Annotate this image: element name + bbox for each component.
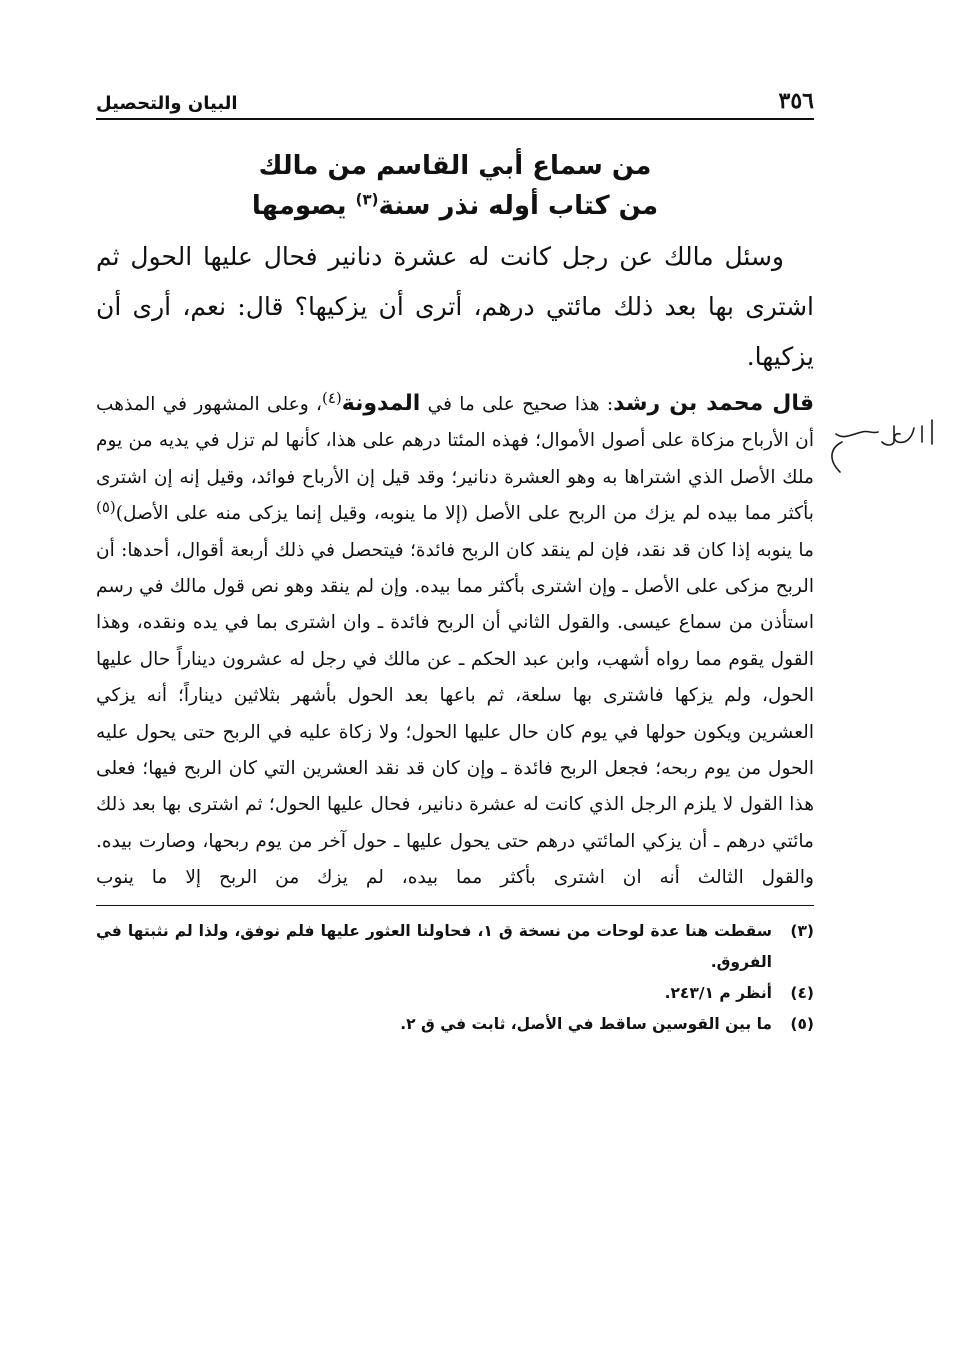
footnote-3 [96,916,814,978]
footnote-text: ما بين القوسين ساقط في الأصل، ثابت في ق ٢. [400,1014,772,1033]
heading-line-2 [96,186,814,226]
heading-line-1: من سماع أبي القاسم من مالك [258,151,652,181]
running-head [96,78,814,120]
book-page [96,78,814,1278]
footnote-text: أنظر م ٢٤٣/١. [664,983,772,1002]
footnotes [96,916,814,1040]
heading-line-2-start: من كتاب أوله نذر سنة [378,191,659,221]
commentary-text-a: : هذا صحيح على ما في [420,394,614,415]
footnote-number: (٣) [790,921,814,940]
heading-line-2-end: يصومها [251,191,347,221]
footnote-ref-3: (٣) [355,190,379,209]
footnote-ref-4: (٤) [321,388,342,407]
footnote-text: سقطت هنا عدة لوحات من نسخة ق ١، فحاولنا العثور عليها فلم نوفق، ولذا لم نثبتها في الفروق. [96,921,773,971]
footnote-5 [96,1009,814,1040]
footnote-ref-5: (٥) [96,498,116,517]
footnote-number: (٤) [790,983,814,1002]
commentary-paragraph [96,386,814,897]
source-name: المدونة [341,391,421,416]
page-number: ٣٥٦ [778,88,814,114]
footnote-separator [96,905,814,906]
footnote-number: (٥) [790,1014,814,1033]
commentary-text-c: ما ينوبه إذا كان قد نقد، فإن لم ينقد كان الربح فائدة؛ فيتحصل في ذلك أربعة أقوال، أحدها: أن الربح مزكى على الأصل ـ وإن اشترى بأكثر مما بيده. وإن لم ينقد وهو نص قول مالك في رسم استأذن من سماع عيسى. والقول الثاني أن الربح فائدة ـ وان اشترى بما في يده ونقده، وهذا القول يقوم مما رواه أشهب، وابن عبد الحكم ـ عن مالك في رجل له عشرون ديناراً حال عليها الحول، ولم يزكها فاشترى بها سلعة، ثم باعها بعد الحول بأشهر بثلاثين ديناراً؛ أنه يزكي العشرين ويكون حولها في يوم كان حال عليها الحول؛ ولا زكاة عليه في الربح حتى يحول عليه الحول من يوم ربحه؛ فجعل الربح فائدة ـ وإن كان قد نقد العشرين التي كان الربح فيها؛ فعلى هذا القول لا يلزم الرجل الذي كانت له عشرة دنانير، فحال عليها الحول؛ ثم اشترى بها بعد ذلك مائتي درهم ـ أن يزكي المائتي درهم حتى يحول عليها ـ حول آخر من يوم ربحها، وصارت بيده. والقول الثالث أنه ان اشترى بأكثر مما بيده، لم يزك من الربح إلا ما ينوب [96,539,814,889]
commentary-speaker: قال محمد بن رشد [613,391,815,416]
section-headings [96,146,814,226]
commentary-text-b: ، وعلى المشهور في المذهب أن الأرباح مزكاة على أصول الأموال؛ فهذه المئتا درهم على هذا، كأنها لم تزل في يديه من يوم ملك الأصل الذي اشتراها به وهو العشرة دنانير؛ وقد قيل إن الأرباح فوائد، وقيل إنه إن اشترى بأكثر مما بيده لم يزك من الربح على الأصل (إلا ما ينوبه، وقيل إنما يزكى منه على الأصل) [96,394,814,525]
handwritten-annotation-icon [822,412,952,492]
footnote-4 [96,978,814,1009]
book-title: البيان والتحصيل [96,93,238,114]
question-text: وسئل مالك عن رجل كانت له عشرة دنانير فحال عليها الحول ثم اشترى بها بعد ذلك مائتي درهم، أترى أن يزكيها؟ قال: نعم، أرى أن يزكيها. [96,242,814,371]
